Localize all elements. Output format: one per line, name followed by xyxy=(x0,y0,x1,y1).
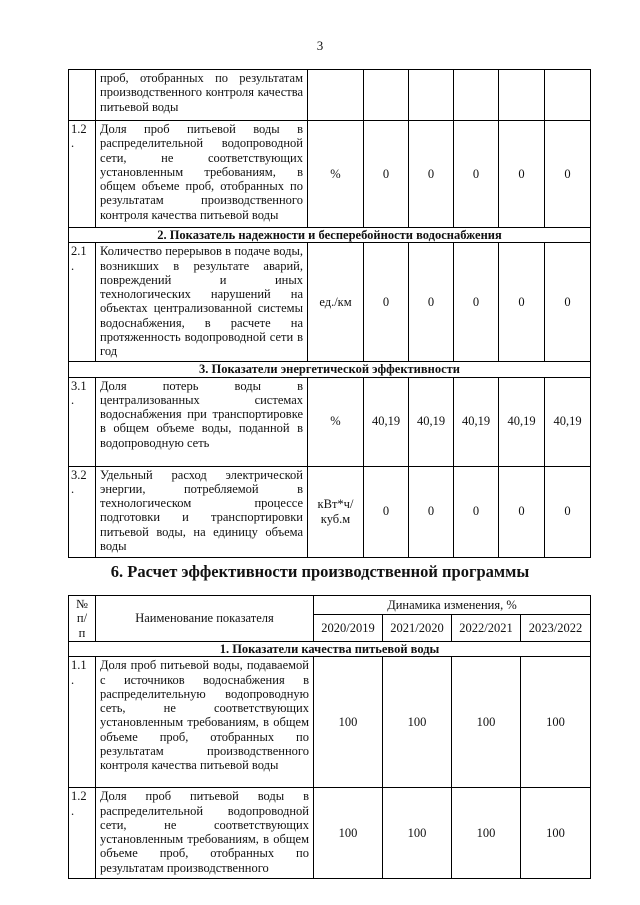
value-cell: 0 xyxy=(409,466,454,557)
value-cell: 40,19 xyxy=(364,377,409,466)
indicator-name: Доля проб питьевой воды в распределительной водопроводной сети, не соответствующих установленным требованиям, в общем объеме проб, отобранных по результатам производственного xyxy=(96,788,314,879)
table-row xyxy=(69,657,591,788)
value-cell: 100 xyxy=(314,788,383,879)
value-cell xyxy=(545,70,591,121)
value-cell: 40,19 xyxy=(499,377,545,466)
value-cell: 0 xyxy=(364,243,409,362)
value-cell: 0 xyxy=(545,121,591,228)
value-cell: 0 xyxy=(545,243,591,362)
table-row xyxy=(69,243,591,362)
header-period: 2023/2022 xyxy=(521,615,591,642)
value-cell: 100 xyxy=(383,657,452,788)
header-period: 2020/2019 xyxy=(314,615,383,642)
value-cell: 0 xyxy=(545,466,591,557)
section-row xyxy=(69,642,591,657)
value-cell: 0 xyxy=(499,466,545,557)
header-period: 2021/2020 xyxy=(383,615,452,642)
indicator-name: Доля проб питьевой воды, подаваемой с источников водоснабжения в распределительную водопроводную сеть, не соответствующих установленным требованиям, в общем объеме проб, отобранных по результатам производственного контроля качества питьевой воды xyxy=(96,657,314,788)
value-cell: 100 xyxy=(521,788,591,879)
indicator-name: проб, отобранных по результатам производственного контроля качества питьевой воды xyxy=(96,70,308,121)
row-number: 1.2 . xyxy=(69,121,96,228)
header-num: № п/ п xyxy=(69,596,96,642)
header-period: 2022/2021 xyxy=(452,615,521,642)
value-cell: 100 xyxy=(383,788,452,879)
value-cell xyxy=(364,70,409,121)
value-cell: 100 xyxy=(452,788,521,879)
header-group: Динамика изменения, % xyxy=(314,596,591,615)
section-title: 2. Показатель надежности и бесперебойности водоснабжения xyxy=(69,228,591,243)
section-row xyxy=(69,228,591,243)
unit-cell xyxy=(308,70,364,121)
table-row xyxy=(69,377,591,466)
row-number: 3.1 . xyxy=(69,377,96,466)
indicator-name: Количество перерывов в подаче воды, возникших в результате аварий, повреждений и иных технологических нарушений на объектах централизованной системы водоснабжения, в расчете на протяженность водопроводной сети в год xyxy=(96,243,308,362)
value-cell: 100 xyxy=(314,657,383,788)
value-cell: 0 xyxy=(409,121,454,228)
section-title: 3. Показатели энергетической эффективности xyxy=(69,362,591,377)
value-cell: 0 xyxy=(499,243,545,362)
value-cell: 40,19 xyxy=(409,377,454,466)
value-cell: 0 xyxy=(454,121,499,228)
value-cell: 40,19 xyxy=(545,377,591,466)
row-number: 1.1 . xyxy=(69,657,96,788)
table-row xyxy=(69,70,591,121)
value-cell: 100 xyxy=(452,657,521,788)
indicator-name: Удельный расход электрической энергии, потребляемой в технологическом процессе подготовки и транспортировки питьевой воды, на единицу объема воды xyxy=(96,466,308,557)
unit-cell: ед./км xyxy=(308,243,364,362)
value-cell: 0 xyxy=(499,121,545,228)
indicator-name: Доля потерь воды в централизованных системах водоснабжения при транспортировке в общем объеме воды, поданной в водопроводную сеть xyxy=(96,377,308,466)
value-cell: 0 xyxy=(364,466,409,557)
table-row xyxy=(69,466,591,557)
row-number: 1.2 . xyxy=(69,788,96,879)
value-cell xyxy=(454,70,499,121)
section-row xyxy=(69,362,591,377)
value-cell: 0 xyxy=(454,243,499,362)
table-row xyxy=(69,788,591,879)
value-cell: 0 xyxy=(454,466,499,557)
row-number: 3.2 . xyxy=(69,466,96,557)
section-title: 1. Показатели качества питьевой воды xyxy=(69,642,591,657)
value-cell: 0 xyxy=(364,121,409,228)
value-cell: 0 xyxy=(409,243,454,362)
unit-cell: % xyxy=(308,377,364,466)
table-row xyxy=(69,121,591,228)
unit-cell: % xyxy=(308,121,364,228)
indicator-name: Доля проб питьевой воды в распределительной водопроводной сети, не соответствующих установленным требованиям, в общем объеме проб, отобранных по результатам производственного контроля качества питьевой воды xyxy=(96,121,308,228)
value-cell: 40,19 xyxy=(454,377,499,466)
value-cell xyxy=(499,70,545,121)
row-number xyxy=(69,70,96,121)
header-name: Наименование показателя xyxy=(96,596,314,642)
unit-cell: кВт*ч/ куб.м xyxy=(308,466,364,557)
indicators-table-continued xyxy=(68,69,591,558)
page-number: 3 xyxy=(316,38,324,53)
section-heading: 6. Расчет эффективности производственной программы xyxy=(110,562,530,581)
row-number: 2.1 . xyxy=(69,243,96,362)
value-cell: 100 xyxy=(521,657,591,788)
value-cell xyxy=(409,70,454,121)
efficiency-table xyxy=(68,595,591,879)
